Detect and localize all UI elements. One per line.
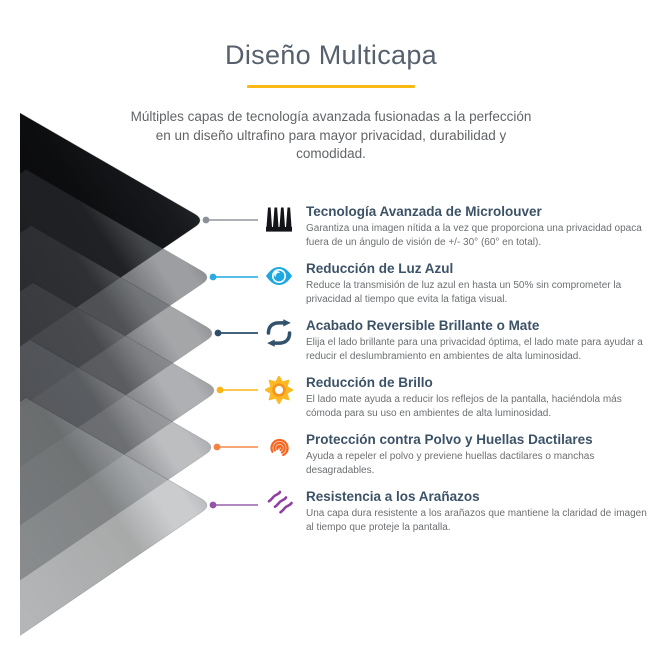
reversible-arrows-icon — [265, 319, 293, 347]
feature-text — [306, 260, 656, 306]
feature-scratch — [265, 488, 657, 534]
feature-description: Ayuda a repeler el polvo y previene huellas dactilares o manchas desagradables. — [306, 451, 595, 476]
feature-text — [306, 374, 656, 420]
feature-title: Resistencia a los Arañazos — [306, 489, 480, 504]
feature-reversible — [265, 317, 657, 363]
feature-description: Garantiza una imagen nítida a la vez que proporciona una privacidad opaca fuera de un ángulo de visión de +/- 30° (60° en total). — [306, 223, 642, 248]
feature-description: Reduce la transmisión de luz azul en hasta un 50% sin comprometer la privacidad al tiempo que evita la fatiga visual. — [306, 280, 622, 305]
accent-rule — [247, 85, 415, 88]
feature-text — [306, 431, 656, 477]
feature-title: Acabado Reversible Brillante o Mate — [306, 318, 540, 333]
feature-description: Una capa dura resistente a los arañazos que mantiene la claridad de imagen al tiempo que proteje la pantalla. — [306, 508, 647, 533]
sun-icon — [265, 376, 293, 404]
feature-fingerprint — [265, 431, 657, 477]
feature-title: Reducción de Brillo — [306, 375, 433, 390]
header — [0, 0, 662, 164]
feature-title: Protección contra Polvo y Huellas Dactilares — [306, 432, 593, 447]
connector-dot — [210, 274, 217, 281]
feature-microlouver — [265, 203, 657, 249]
fingerprint-icon — [265, 433, 293, 461]
connector-dot — [214, 444, 221, 451]
feature-title: Reducción de Luz Azul — [306, 261, 454, 276]
feature-title: Tecnología Avanzada de Microlouver — [306, 204, 542, 219]
feature-description: El lado mate ayuda a reducir los reflejos de la pantalla, haciéndola más cómoda para su uso en ambientes de alta luminosidad. — [306, 394, 622, 419]
connector-dot — [210, 502, 217, 509]
layer-connectors — [203, 217, 258, 509]
feature-text — [306, 203, 656, 249]
connector-dot — [203, 217, 210, 224]
feature-text — [306, 317, 656, 363]
feature-text — [306, 488, 656, 534]
page-title: Diseño Multicapa — [225, 40, 437, 70]
scratch-icon — [265, 490, 293, 518]
blue-light-eye-icon — [265, 262, 293, 290]
feature-description: Elija el lado brillante para una privacidad óptima, el lado mate para ayudar a reducir el deslumbramiento en ambientes de alta luminosidad. — [306, 337, 643, 362]
feature-glare — [265, 374, 657, 420]
connector-dot — [215, 330, 222, 337]
connector-dot — [217, 387, 224, 394]
page-subtitle: Múltiples capas de tecnología avanzada fusionadas a la perfección en un diseño ultrafino para mayor privacidad, durabilidad y comodidad. — [130, 109, 532, 161]
feature-blue-light — [265, 260, 657, 306]
microlouver-icon — [265, 205, 293, 233]
